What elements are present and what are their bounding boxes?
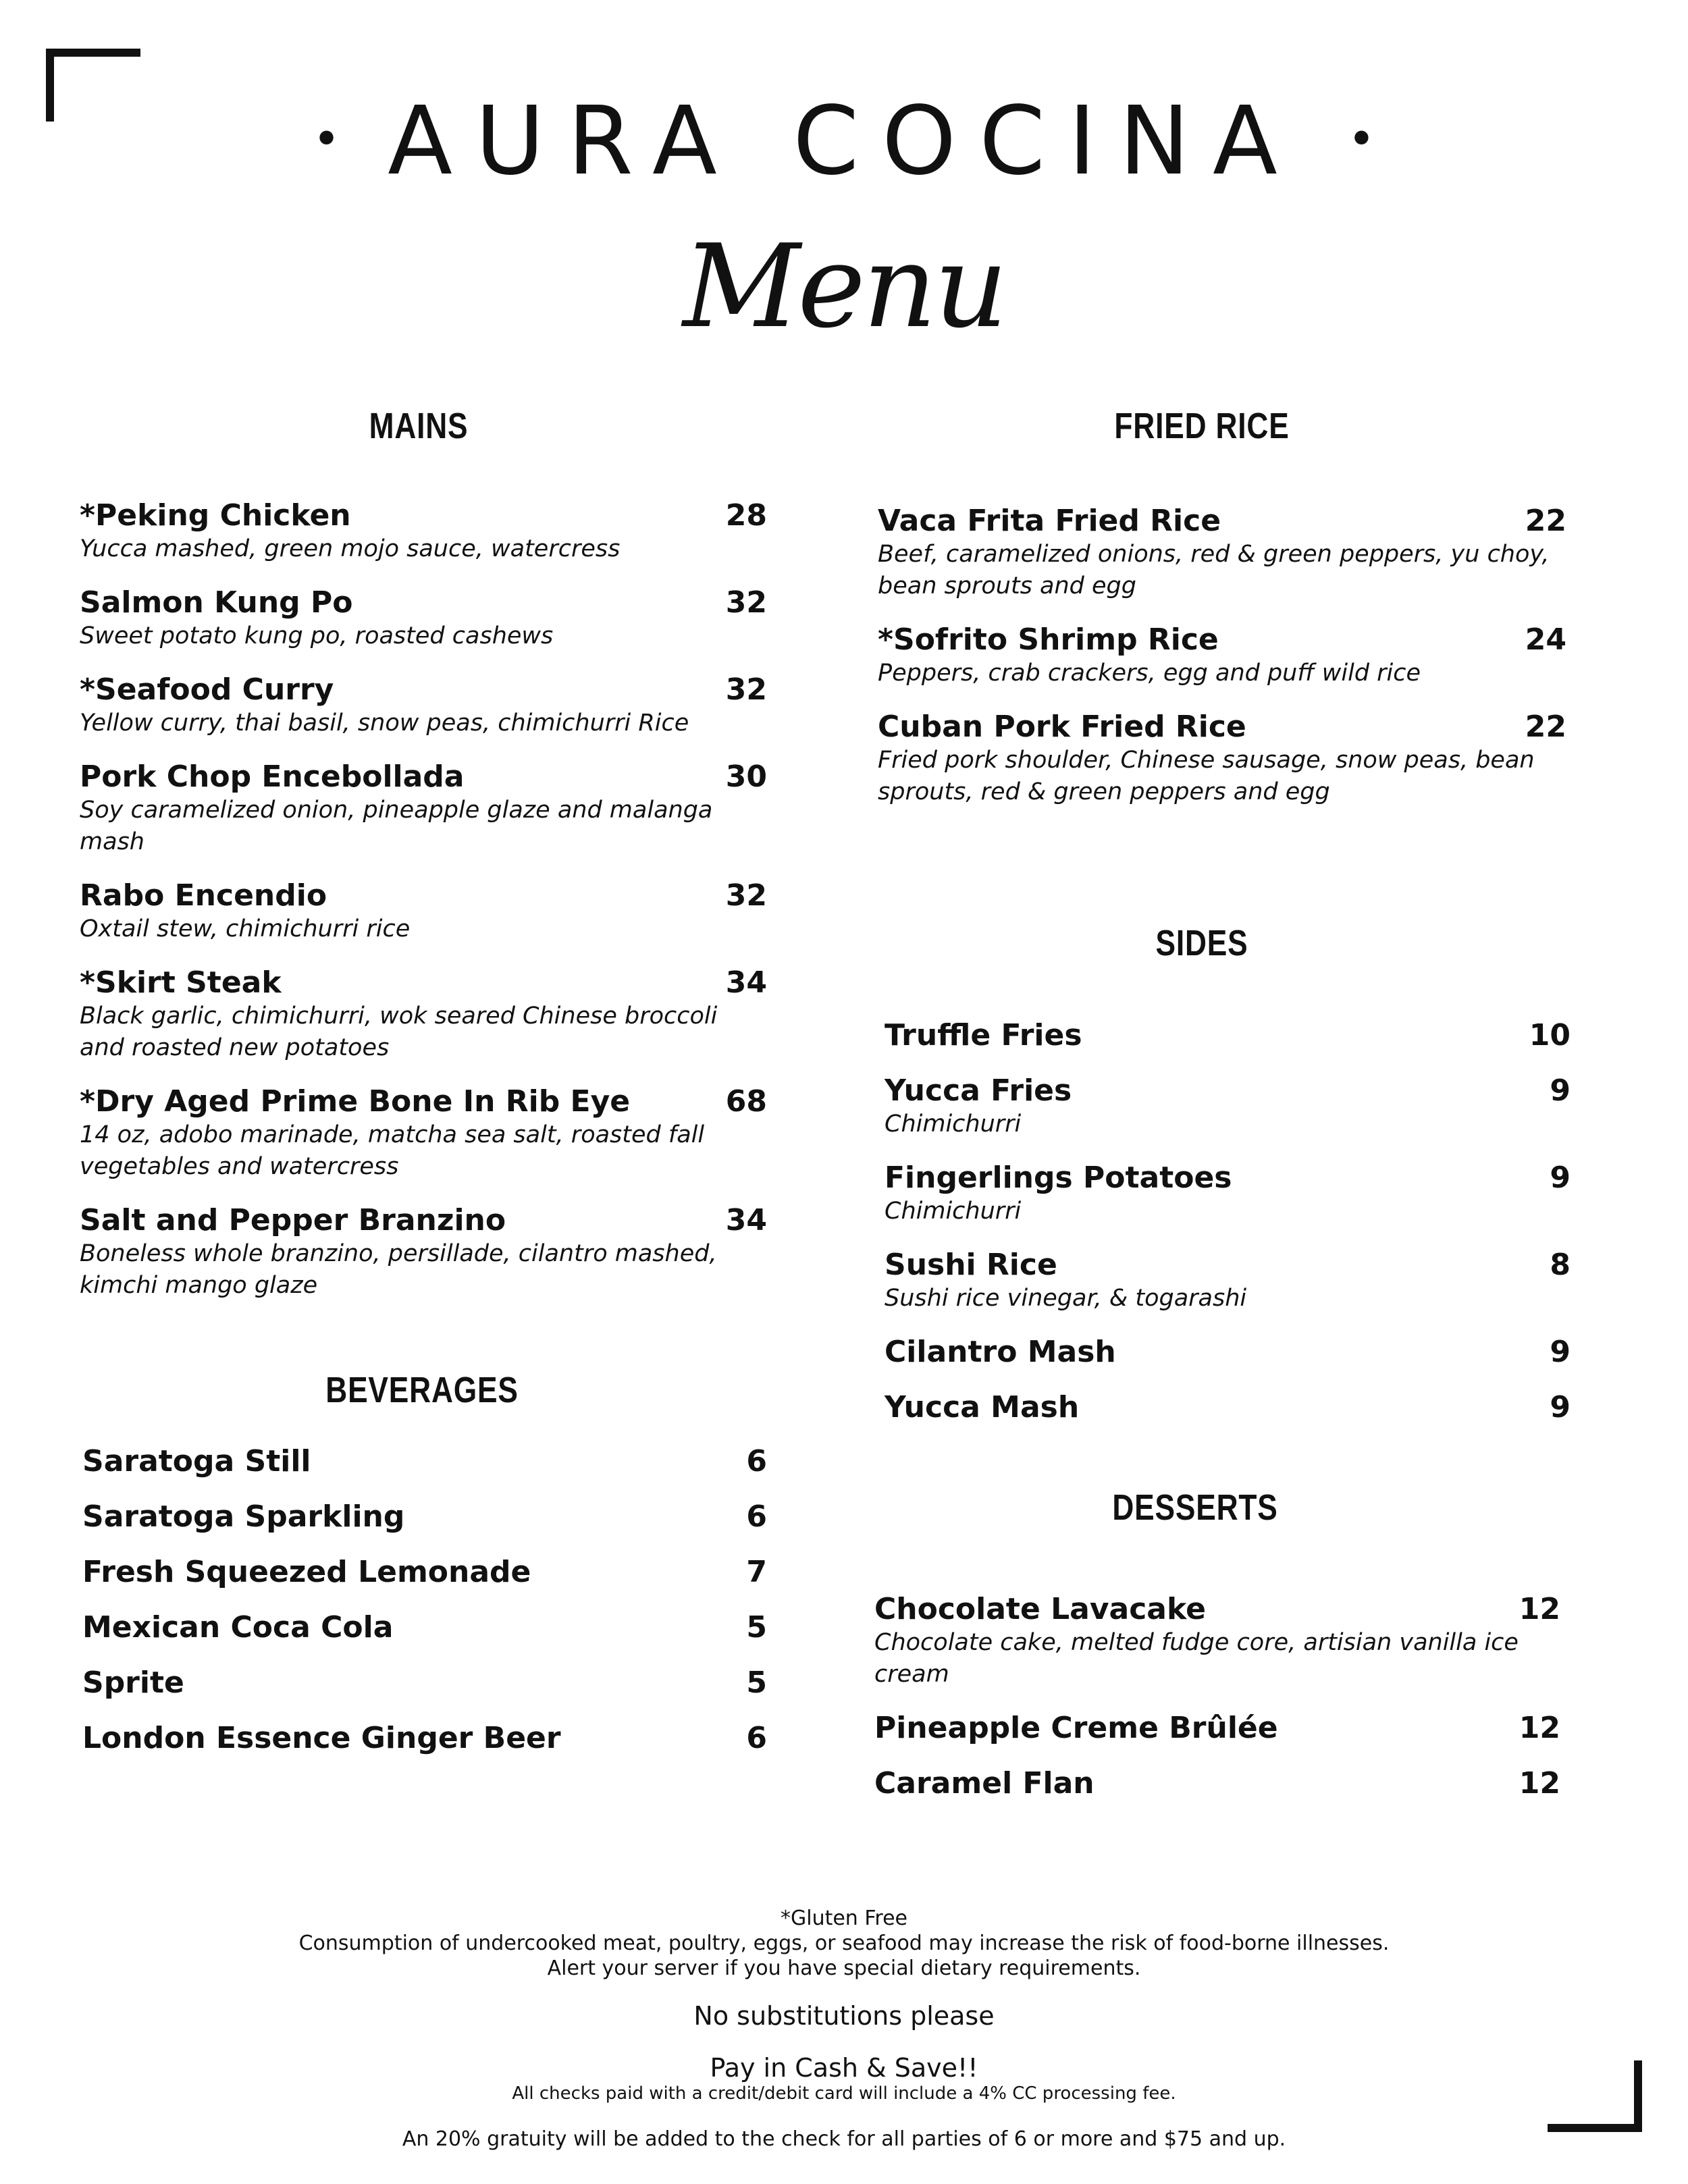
item-price: 9 <box>1550 1161 1571 1195</box>
menu-item <box>82 1721 767 1756</box>
menu-item-row <box>874 1711 1560 1746</box>
item-name: Fingerlings Potatoes <box>885 1161 1232 1195</box>
item-name: Yucca Fries <box>885 1073 1072 1108</box>
item-name: Cilantro Mash <box>885 1335 1116 1369</box>
menu-item-row <box>878 710 1566 745</box>
item-price: 12 <box>1519 1592 1560 1626</box>
mains-section <box>80 498 767 1302</box>
menu-item <box>80 878 767 945</box>
menu-item <box>80 760 767 858</box>
beverages-section <box>82 1444 767 1756</box>
item-name: London Essence Ginger Beer <box>82 1721 561 1755</box>
menu-item <box>885 1248 1571 1314</box>
item-name: Rabo Encendio <box>80 878 327 913</box>
item-name: Pork Chop Encebollada <box>80 760 465 794</box>
item-name: Fresh Squeezed Lemonade <box>82 1555 531 1589</box>
menu-item-row <box>885 1390 1571 1425</box>
item-price: 32 <box>725 878 767 913</box>
item-price: 12 <box>1519 1766 1560 1801</box>
item-description: Yellow curry, thai basil, snow peas, chimichurri Rice <box>80 710 689 737</box>
beverages-heading: BEVERAGES <box>325 1370 519 1410</box>
item-description: Yucca mashed, green mojo sauce, watercress <box>80 535 621 562</box>
item-price: 10 <box>1529 1018 1571 1053</box>
menu-item-row <box>80 585 767 620</box>
item-price: 6 <box>746 1444 767 1479</box>
menu-item <box>885 1161 1571 1227</box>
menu-item <box>80 965 767 1064</box>
menu-item <box>878 622 1566 689</box>
item-description: Oxtail stew, chimichurri rice <box>80 915 411 942</box>
item-description: Sushi rice vinegar, & togarashi <box>885 1285 1247 1312</box>
menu-item <box>82 1555 767 1590</box>
item-description: Peppers, crab crackers, egg and puff wild rice <box>878 660 1421 687</box>
item-price: 24 <box>1525 622 1566 657</box>
item-description: Beef, caramelized onions, red & green peppers, yu choy, bean sprouts and egg <box>878 541 1550 600</box>
menu-item <box>82 1610 767 1645</box>
menu-item-row <box>885 1018 1571 1053</box>
item-description: Fried pork shoulder, Chinese sausage, snow peas, bean sprouts, red & green peppers and egg <box>878 747 1535 805</box>
item-price: 30 <box>725 760 767 794</box>
item-name: *Peking Chicken <box>80 498 351 533</box>
item-description: 14 oz, adobo marinade, matcha sea salt, roasted fall vegetables and watercress <box>80 1121 705 1180</box>
menu-item <box>82 1666 767 1701</box>
menu-item-row <box>80 1084 767 1119</box>
item-price: 22 <box>1525 504 1566 538</box>
item-price: 5 <box>746 1666 767 1700</box>
item-name: Salt and Pepper Branzino <box>80 1203 506 1237</box>
item-name: Mexican Coca Cola <box>82 1610 394 1645</box>
menu-item-row <box>878 504 1566 539</box>
desserts-heading: DESSERTS <box>1112 1487 1278 1528</box>
no-substitutions-note: No substitutions please <box>693 2001 995 2031</box>
menu-item-row <box>82 1555 767 1590</box>
fried-rice-heading: FRIED RICE <box>1114 406 1290 446</box>
menu-item-row <box>885 1335 1571 1370</box>
dietary-alert: Alert your server if you have special dietary requirements. <box>547 1956 1141 1980</box>
menu-item-row <box>885 1073 1571 1109</box>
desserts-section <box>874 1592 1560 1801</box>
item-description: Chimichurri <box>885 1198 1022 1225</box>
item-price: 6 <box>746 1499 767 1534</box>
item-price: 32 <box>725 585 767 620</box>
menu-item-row <box>874 1766 1560 1801</box>
consumption-warning: Consumption of undercooked meat, poultry, eggs, or seafood may increase the risk of food-borne illnesses. <box>298 1932 1390 1955</box>
menu-item-row <box>80 1203 767 1238</box>
gratuity-note: An 20% gratuity will be added to the check for all parties of 6 or more and $75 and up. <box>402 2127 1286 2151</box>
bullet-icon: • <box>312 111 341 167</box>
menu-item-row <box>80 965 767 1001</box>
item-name: *Skirt Steak <box>80 965 282 1000</box>
item-name: Pineapple Creme Brûlée <box>874 1711 1278 1745</box>
item-price: 9 <box>1550 1073 1571 1108</box>
menu-item-row <box>885 1248 1571 1283</box>
menu-item-row <box>82 1666 767 1701</box>
menu-item <box>80 672 767 739</box>
menu-item-row <box>82 1721 767 1756</box>
menu-item <box>82 1499 767 1535</box>
menu-item-row <box>82 1499 767 1535</box>
menu-item <box>80 498 767 565</box>
item-name: *Dry Aged Prime Bone In Rib Eye <box>80 1084 631 1119</box>
item-name: Chocolate Lavacake <box>874 1592 1206 1626</box>
item-name: Truffle Fries <box>885 1018 1082 1053</box>
item-price: 7 <box>746 1555 767 1589</box>
cash-save-note: Pay in Cash & Save!! <box>710 2053 978 2083</box>
menu-item-row <box>80 672 767 708</box>
item-name: Cuban Pork Fried Rice <box>878 710 1246 744</box>
menu-title: Menu <box>683 220 1005 354</box>
menu-item <box>80 1203 767 1302</box>
item-description: Black garlic, chimichurri, wok seared Chinese broccoli and roasted new potatoes <box>80 1003 718 1061</box>
item-name: Caramel Flan <box>874 1766 1094 1801</box>
item-name: Saratoga Sparkling <box>82 1499 405 1534</box>
item-price: 9 <box>1550 1335 1571 1369</box>
item-price: 6 <box>746 1721 767 1755</box>
restaurant-name-text: AURA COCINA <box>388 86 1300 196</box>
menu-item <box>885 1390 1571 1425</box>
menu-item-row <box>80 878 767 913</box>
menu-item-row <box>82 1444 767 1479</box>
menu-item-row <box>82 1610 767 1645</box>
item-description: Boneless whole branzino, persillade, cilantro mashed, kimchi mango glaze <box>80 1240 717 1299</box>
menu-item <box>874 1766 1560 1801</box>
item-price: 5 <box>746 1610 767 1645</box>
sides-section <box>885 1018 1571 1425</box>
menu-item-row <box>874 1592 1560 1627</box>
menu-item <box>885 1335 1571 1370</box>
item-name: Salmon Kung Po <box>80 585 353 620</box>
item-price: 68 <box>725 1084 767 1119</box>
menu-item-row <box>878 622 1566 658</box>
item-price: 34 <box>725 1203 767 1237</box>
item-name: Sushi Rice <box>885 1248 1057 1282</box>
item-price: 22 <box>1525 710 1566 744</box>
item-price: 28 <box>725 498 767 533</box>
item-description: Chimichurri <box>885 1111 1022 1138</box>
item-description: Chocolate cake, melted fudge core, artisian vanilla ice cream <box>874 1629 1519 1688</box>
item-name: Sprite <box>82 1666 184 1700</box>
fried-rice-section <box>878 504 1566 808</box>
menu-item <box>874 1711 1560 1746</box>
menu-item-row <box>80 498 767 533</box>
menu-item <box>878 504 1566 602</box>
menu-item <box>80 585 767 652</box>
item-price: 32 <box>725 672 767 707</box>
item-name: Yucca Mash <box>885 1390 1080 1424</box>
item-name: *Sofrito Shrimp Rice <box>878 622 1219 657</box>
menu-item-row <box>80 760 767 795</box>
item-name: Vaca Frita Fried Rice <box>878 504 1221 538</box>
item-description: Soy caramelized onion, pineapple glaze and malanga mash <box>80 797 713 855</box>
menu-item <box>82 1444 767 1479</box>
item-description: Sweet potato kung po, roasted cashews <box>80 622 554 649</box>
item-name: *Seafood Curry <box>80 672 334 707</box>
item-price: 12 <box>1519 1711 1560 1745</box>
item-price: 34 <box>725 965 767 1000</box>
mains-heading: MAINS <box>369 406 469 446</box>
bullet-icon: • <box>1347 111 1376 167</box>
cc-fee-note: All checks paid with a credit/debit card will include a 4% CC processing fee. <box>512 2083 1176 2104</box>
menu-item <box>885 1073 1571 1140</box>
sides-heading: SIDES <box>1155 923 1248 963</box>
menu-item <box>885 1018 1571 1053</box>
restaurant-name <box>0 86 1688 198</box>
menu-item <box>80 1084 767 1183</box>
gluten-free-note: *Gluten Free <box>780 1907 908 1930</box>
item-price: 9 <box>1550 1390 1571 1424</box>
menu-item <box>874 1592 1560 1690</box>
menu-item <box>878 710 1566 808</box>
item-name: Saratoga Still <box>82 1444 311 1479</box>
menu-item-row <box>885 1161 1571 1196</box>
item-price: 8 <box>1550 1248 1571 1282</box>
